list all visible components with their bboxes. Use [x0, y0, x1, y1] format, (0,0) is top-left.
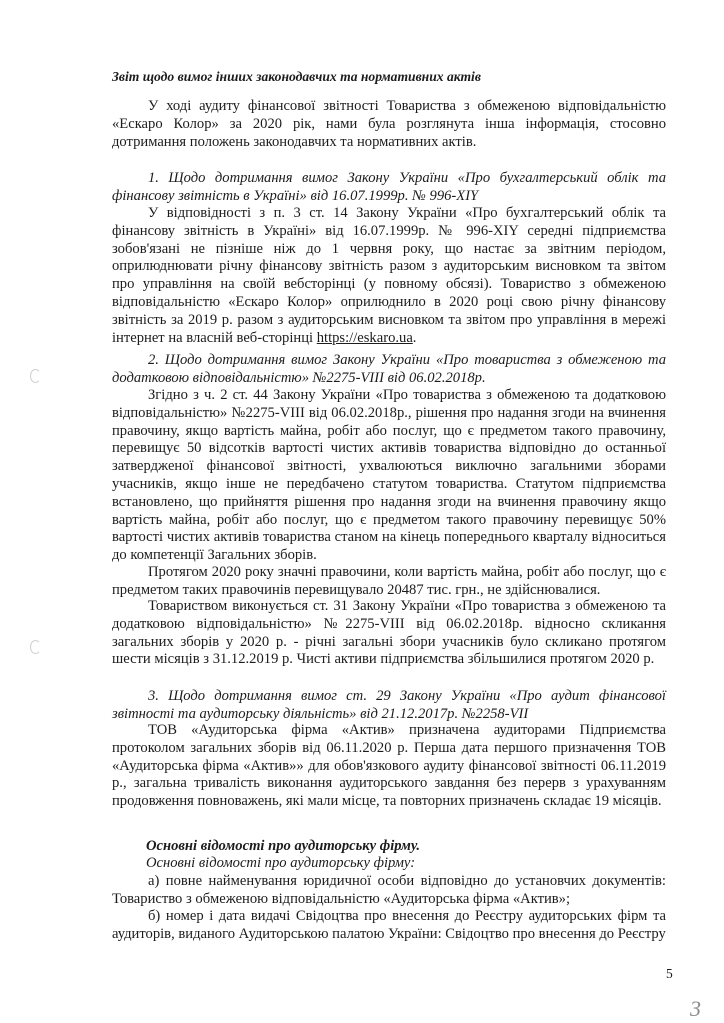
section-1-title: 1. Щодо дотримання вимог Закону України «Про бухгалтерський облік та фінансову звітність в Україні» від 16.07.1999р. № 996-XIY — [112, 170, 666, 204]
section-4-subtitle: Основні відомості про аудиторську фірму: — [146, 855, 416, 871]
section-3-body: ТОВ «Аудиторська фірма «Актив» призначена аудиторами Підприємства протоколом загальних зборів від 06.11.2020 р. Перша дата першого призначення ТОВ «Аудиторська фірма «Актив»» для обов'язкового аудиту фінансової звітності 06.11.2019 р., загальна тривалість виконання аудиторського завдання без перерв з урахуванням продовження повноважень, які мали місце, та повторних призначень складає 19 місяців. — [112, 722, 666, 810]
handwritten-mark: 3 — [690, 996, 701, 1021]
section-1-text: У відповідності з п. 3 ст. 14 Закону України «Про бухгалтерський облік та фінансову звітність в Україні» від 16.07.1999р. № 996-XIY середні підприємства зобов'язані не пізніше ніж до 1 червня року, що настає за звітним періодом, оприлюднювати річну фінансову звітність разом з аудиторським висновком та звітом про управління на своїй вебсторінці (у повному обсязі). Товариство з обмеженою відповідальністю «Ескаро Колор» оприлюднило в 2020 році свою річну фінансову звітність за 2019 р. разом з аудиторським висновком та звітом про управління в мережі інтернет на власній веб-сторінці — [112, 205, 666, 346]
section-4-title: Основні відомості про аудиторську фірму. — [146, 838, 421, 854]
section-2-title: 2. Щодо дотримання вимог Закону України «Про товариства з обмеженою та додатковою відповідальністю» №2275-VIII від 06.02.2018р. — [112, 352, 666, 386]
page-number: 5 — [666, 966, 673, 981]
punch-hole-mark — [30, 640, 41, 654]
section-4-item-b: б) номер і дата видачі Свідоцтва про внесення до Реєстру аудиторських фірм та аудиторів, виданого Аудиторською палатою України: Свідоцтво про внесення до Реєстру — [112, 908, 666, 942]
section-heading: Звіт щодо вимог інших законодавчих та нормативних актів — [112, 69, 481, 84]
intro-paragraph: У ході аудиту фінансової звітності Товариства з обмеженою відповідальністю «Ескаро Колор» за 2020 рік, нами була розглянута інша інформація, стосовно дотримання положень законодавчих та нормативних актів. — [112, 98, 666, 150]
section-2-paragraph-1: Згідно з ч. 2 ст. 44 Закону України «Про товариства з обмеженою та додатковою відповідальністю» №2275-VIII від 06.02.2018р., рішення про надання згоди на вчинення правочину, якщо вартість майна, робіт або послуг, що є предметом такого правочину, перевищує 50 відсотків вартості чистих активів товариства відповідно до останньої затвердженої фінансової звітності, ухвалюються виключно загальними зборами учасників, якщо інше не передбачено статутом товариства. Статутом підприємства встановлено, що прийняття рішення про надання згоди на вчинення правочину якщо вартість майна, робіт або послуг, що є предметом такого правочину перевищує 50% вартості чистих активів товариства станом на кінець попереднього кварталу відноситься до компетенції Загальних зборів. — [112, 387, 666, 564]
section-4-item-a: а) повне найменування юридичної особи відповідно до установчих документів: Товариство з обмеженою відповідальністю «Аудиторська фірма «Актив»; — [112, 873, 666, 907]
section-1-body — [112, 205, 666, 347]
section-1-end: . — [412, 329, 417, 346]
section-3-title: 3. Щодо дотримання вимог ст. 29 Закону України «Про аудит фінансової звітності та аудиторську діяльність» від 21.12.2017р. №2258-VII — [112, 688, 666, 722]
eskaro-link[interactable]: https://eskaro.ua — [316, 329, 413, 346]
section-2-paragraph-3: Товариством виконується ст. 31 Закону України «Про товариства з обмеженою та додатковою відповідальністю» №2275-VIII від 06.02.2018р. відносно скликання загальних зборів у 2020 р. - річні загальні збори учасників було скликано протягом шести місяців з 31.12.2019 р. Чисті активи підприємства збільшилися протягом 2020 р. — [112, 598, 666, 668]
section-2-paragraph-2: Протягом 2020 року значні правочини, коли вартість майна, робіт або послуг, що є предметом таких правочинів перевищувало 20487 тис. грн., не здійснювалися. — [112, 564, 666, 598]
punch-hole-mark — [30, 369, 41, 383]
